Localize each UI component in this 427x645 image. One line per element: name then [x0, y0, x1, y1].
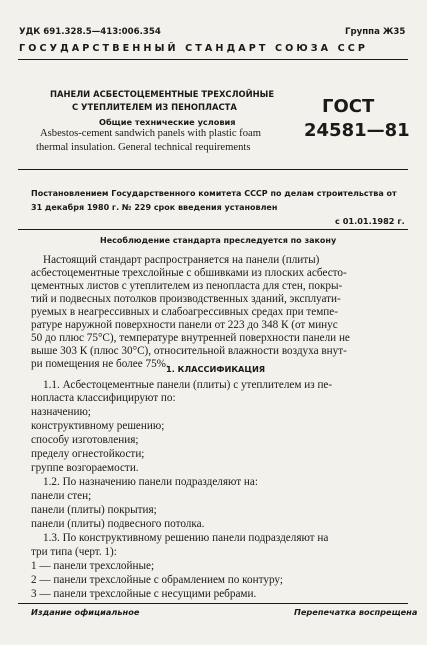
decree-line-1: Постановлением Государственного комитета СССР по делам строительства от [31, 189, 397, 198]
section-heading: 1. КЛАССИФИКАЦИЯ [166, 364, 266, 374]
effective-date: с 01.01.1982 г. [335, 216, 405, 226]
group-code: Группа Ж35 [345, 27, 406, 37]
classification-line: 2 — панели трехслойные с обрамлением по контуру; [31, 574, 283, 586]
intro-line: 50 до плюс 75°С), температуре внутренней поверхности панели не [31, 332, 350, 344]
classification-line: панели стен; [31, 490, 92, 502]
decree-line-2: 31 декабря 1980 г. № 229 срок введения установлен [31, 203, 278, 212]
classification-line: 1 — панели трехслойные; [31, 560, 155, 572]
classification-line: 3 — панели трехслойные с несущими ребрами. [31, 588, 257, 600]
classification-line: нопласта классифицируют по: [31, 392, 176, 404]
english-title-line-1: Asbestos-cement sandwich panels with plastic foam [40, 128, 261, 139]
classification-line: способу изготовления; [31, 434, 139, 446]
udk-code: УДК 691.328.5—413:006.354 [19, 27, 161, 37]
classification-line: 1.3. По конструктивному решению панели подразделяют на [43, 532, 329, 544]
english-title-line-2: thermal insulation. General technical requirements [36, 142, 251, 153]
intro-line: цементных листов с утеплителем из пенопласта для стен, покры- [31, 280, 343, 292]
title-line-2: С УТЕПЛИТЕЛЕМ ИЗ ПЕНОПЛАСТА [72, 102, 237, 112]
classification-line: панели (плиты) покрытия; [31, 504, 157, 516]
legal-notice: Несоблюдение стандарта преследуется по закону [100, 236, 337, 245]
intro-line: асбестоцементные трехслойные с обшивками из плоских асбесто- [31, 267, 347, 279]
intro-line: выше 303 К (плюс 30°С), относительной влажности воздуха внут- [31, 345, 347, 357]
footer-reprint-notice: Перепечатка воспрещена [294, 607, 418, 617]
classification-line: 1.1. Асбестоцементные панели (плиты) с утеплителем из пе- [43, 379, 333, 391]
standard-header: ГОСУДАРСТВЕННЫЙ СТАНДАРТ СОЮЗА ССР [19, 43, 369, 54]
classification-line: три типа (черт. 1): [31, 546, 117, 558]
classification-line: панели (плиты) подвесного потолка. [31, 518, 205, 530]
title-rule [18, 169, 408, 170]
header-rule [18, 59, 408, 60]
title-line-1: ПАНЕЛИ АСБЕСТОЦЕМЕНТНЫЕ ТРЕХСЛОЙНЫЕ [50, 89, 275, 99]
intro-line: руемых в неагрессивных и слабоагрессивных средах при темпе- [31, 306, 338, 318]
gost-label: ГОСТ [322, 96, 375, 117]
gost-number: 24581—81 [304, 120, 410, 141]
classification-line: группе возгораемости. [31, 462, 139, 474]
intro-line: ри помещения не более 75%. [31, 358, 169, 370]
classification-line: назначению; [31, 406, 91, 418]
decree-rule [18, 229, 408, 230]
footer-edition: Издание официальное [31, 607, 140, 617]
intro-line: Настоящий стандарт распространяется на панели (плиты) [43, 254, 320, 266]
title-subtitle: Общие технические условия [99, 117, 236, 127]
footer-rule [18, 603, 408, 604]
classification-line: конструктивному решению; [31, 420, 165, 432]
classification-line: пределу огнестойкости; [31, 448, 145, 460]
intro-line: ратуре наружной поверхности панели от 223 до 348 К (от минус [31, 319, 338, 331]
intro-line: тий и подвесных потолков производственных зданий, эксплуати- [31, 293, 341, 305]
classification-line: 1.2. По назначению панели подразделяют на: [43, 476, 258, 488]
